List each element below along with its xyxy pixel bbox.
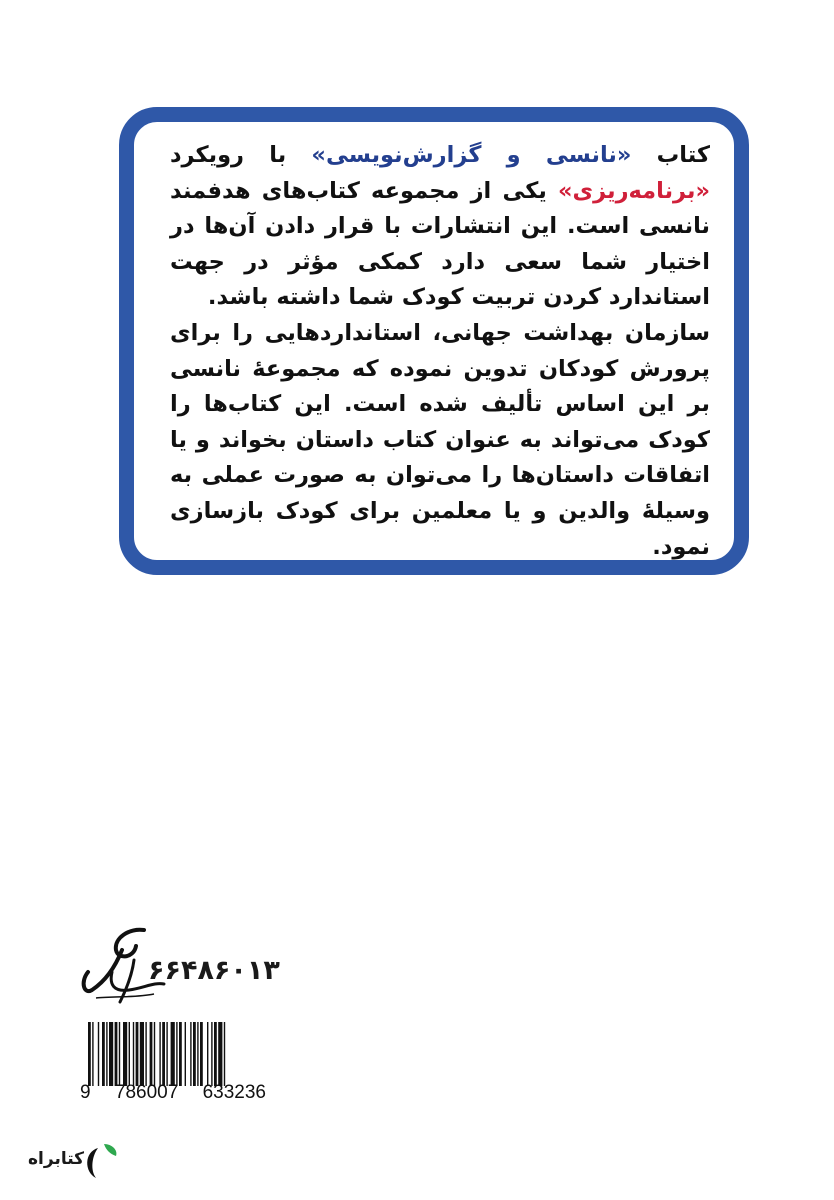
barcode-bar bbox=[179, 1022, 182, 1086]
barcode-bar bbox=[102, 1022, 105, 1086]
barcode-bar bbox=[197, 1022, 198, 1086]
barcode-bar bbox=[106, 1022, 107, 1086]
barcode-bar bbox=[211, 1022, 212, 1086]
barcode-bar bbox=[166, 1022, 167, 1086]
barcode-bar bbox=[190, 1022, 191, 1086]
barcode-bar bbox=[159, 1022, 160, 1086]
barcode-bar bbox=[98, 1022, 99, 1086]
description-text bbox=[170, 138, 710, 565]
barcode-bar bbox=[109, 1022, 113, 1086]
lead-text-1: کتاب bbox=[631, 142, 710, 168]
barcode-bar bbox=[119, 1022, 120, 1086]
barcode-bar bbox=[171, 1022, 175, 1086]
barcode-bar bbox=[207, 1022, 208, 1086]
publisher-phone: ۶۶۴۸۶۰۱۳ bbox=[148, 955, 280, 986]
barcode-bar bbox=[200, 1022, 203, 1086]
barcode-bar bbox=[88, 1022, 91, 1086]
barcode-bar bbox=[214, 1022, 217, 1086]
approach-title: «برنامه‌ریزی» bbox=[557, 177, 710, 204]
barcode-bar bbox=[185, 1022, 186, 1086]
barcode-bar bbox=[218, 1022, 222, 1086]
barcode-bar bbox=[176, 1022, 177, 1086]
barcode-bar bbox=[193, 1022, 196, 1086]
barcode-bar bbox=[140, 1022, 144, 1086]
barcode-bar bbox=[162, 1022, 165, 1086]
isbn-group-1: 786007 bbox=[114, 1082, 179, 1103]
isbn-group-2: 633236 bbox=[202, 1082, 266, 1103]
barcode-bar bbox=[150, 1022, 153, 1086]
series-title: «نانسی و گزارش‌نویسی» bbox=[311, 142, 632, 168]
barcode-bar bbox=[154, 1022, 155, 1086]
barcode-bar bbox=[115, 1022, 118, 1086]
lead-text-3: یکی از مجموعه کتاب‌های هدفمند نانسی است. این انتشارات با قرار دادن آن‌ها در اختیار شما سعی دارد کمکی مؤثر در جهت استاندارد کردن تربیت کودک شما داشته باشد. bbox=[170, 177, 710, 311]
brand-name: کتابراه bbox=[28, 1149, 85, 1169]
barcode-bar bbox=[224, 1022, 225, 1086]
paragraph-1 bbox=[170, 138, 710, 316]
isbn-number bbox=[80, 1082, 266, 1104]
barcode-bar bbox=[123, 1022, 127, 1086]
isbn-first-digit: 9 bbox=[80, 1082, 91, 1103]
paragraph-2: سازمان بهداشت جهانی، استانداردهایی را برای پرورش کودکان تدوین نموده که مجموعۀ نانسی بر این اساس تألیف شده است. این کتاب‌ها را کودک می‌تواند به عنوان کتاب داستان بخواند و یا اتفاقات داستان‌ها را می‌توان به صورت عملی به وسیلۀ والدین و یا معلمین برای کودک بازسازی نمود. bbox=[170, 319, 710, 560]
barcode-bar bbox=[136, 1022, 139, 1086]
barcode-bar bbox=[133, 1022, 134, 1086]
description-frame bbox=[119, 107, 749, 575]
barcode-bar bbox=[92, 1022, 93, 1086]
barcode-bar bbox=[129, 1022, 130, 1086]
isbn-barcode bbox=[86, 1022, 266, 1086]
lead-text-2: با رویکرد bbox=[170, 142, 312, 168]
barcode-bar bbox=[145, 1022, 146, 1086]
